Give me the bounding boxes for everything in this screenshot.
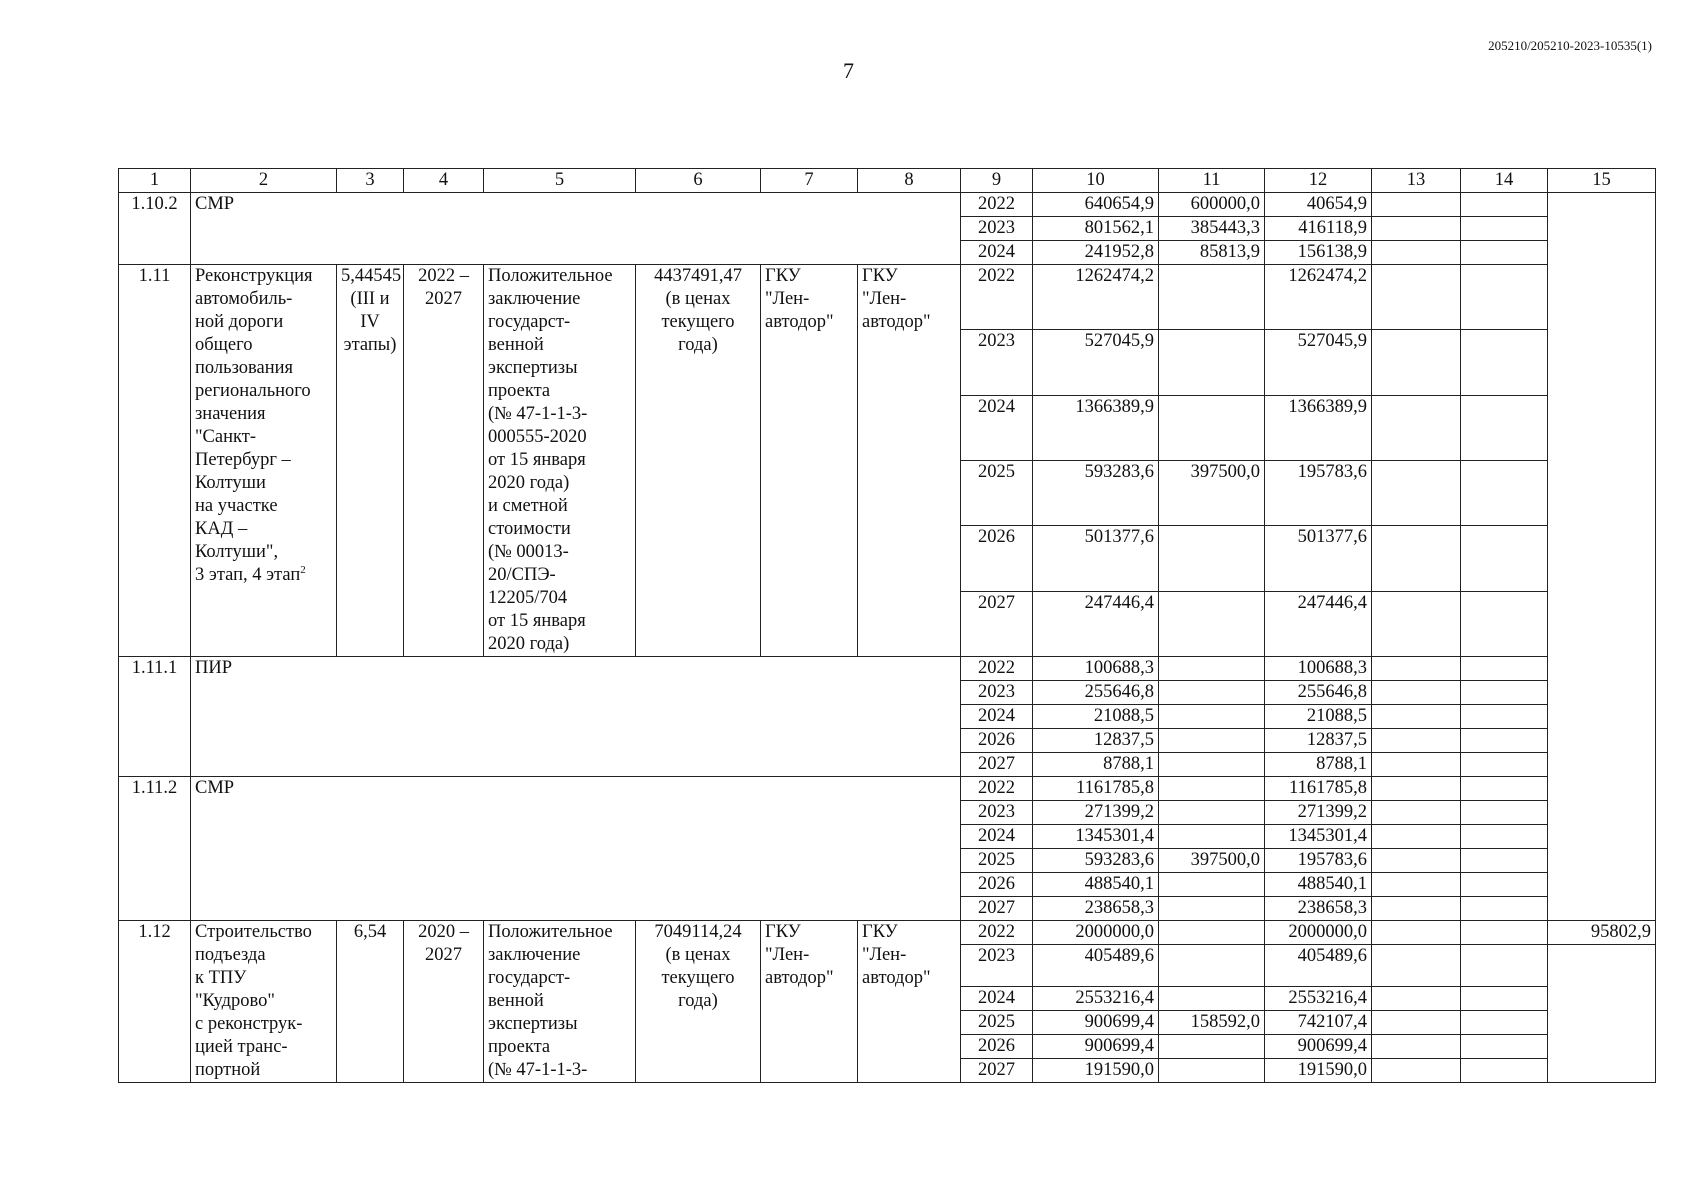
regional-cell: 2000000,0 <box>1265 921 1372 945</box>
total-cell: 900699,4 <box>1033 1035 1159 1059</box>
regional-cell: 271399,2 <box>1265 801 1372 825</box>
project-document: Положительное заключение государст- венной экспертизы проекта (№ 47-1-1-3- <box>484 921 636 1083</box>
col13-cell <box>1372 591 1461 656</box>
col14-cell <box>1461 330 1548 395</box>
total-cell: 488540,1 <box>1033 873 1159 897</box>
col14-cell <box>1461 849 1548 873</box>
col14-cell <box>1461 945 1548 987</box>
federal-cell <box>1159 1035 1265 1059</box>
column-header: 12 <box>1265 169 1372 193</box>
col13-cell <box>1372 945 1461 987</box>
year-cell: 2026 <box>961 729 1033 753</box>
table-row <box>119 193 1656 217</box>
year-cell: 2023 <box>961 330 1033 395</box>
col15-value: 95802,9 <box>1548 921 1656 945</box>
col13-cell <box>1372 330 1461 395</box>
col13-cell <box>1372 265 1461 330</box>
col13-cell <box>1372 1035 1461 1059</box>
col14-cell <box>1461 681 1548 705</box>
year-cell: 2027 <box>961 591 1033 656</box>
year-cell: 2023 <box>961 945 1033 987</box>
col14-cell <box>1461 241 1548 265</box>
total-cell: 2553216,4 <box>1033 987 1159 1011</box>
table-row <box>119 921 1656 945</box>
column-header: 15 <box>1548 169 1656 193</box>
total-cell: 900699,4 <box>1033 1011 1159 1035</box>
col14-cell <box>1461 265 1548 330</box>
federal-cell <box>1159 897 1265 921</box>
regional-cell: 191590,0 <box>1265 1059 1372 1083</box>
total-cell: 1161785,8 <box>1033 777 1159 801</box>
header-row <box>119 169 1656 193</box>
column-header: 11 <box>1159 169 1265 193</box>
column-header: 5 <box>484 169 636 193</box>
column-header: 8 <box>858 169 961 193</box>
col14-cell <box>1461 729 1548 753</box>
federal-cell <box>1159 729 1265 753</box>
column-header: 14 <box>1461 169 1548 193</box>
total-cell: 527045,9 <box>1033 330 1159 395</box>
project-length: 6,54 <box>337 921 404 1083</box>
federal-cell <box>1159 987 1265 1011</box>
regional-cell: 100688,3 <box>1265 657 1372 681</box>
year-cell: 2023 <box>961 801 1033 825</box>
project-cost: 7049114,24 (в ценах текущего года) <box>636 921 761 1083</box>
col13-cell <box>1372 729 1461 753</box>
row-id: 1.11 <box>119 265 191 657</box>
total-cell: 191590,0 <box>1033 1059 1159 1083</box>
year-cell: 2024 <box>961 395 1033 460</box>
year-cell: 2025 <box>961 849 1033 873</box>
federal-cell <box>1159 591 1265 656</box>
regional-cell: 1366389,9 <box>1265 395 1372 460</box>
federal-cell <box>1159 777 1265 801</box>
col14-cell <box>1461 460 1548 525</box>
federal-cell: 85813,9 <box>1159 241 1265 265</box>
project-length: 5,44545 (III и IV этапы) <box>337 265 404 657</box>
project-cost: 4437491,47 (в ценах текущего года) <box>636 265 761 657</box>
federal-cell <box>1159 526 1265 591</box>
total-cell: 247446,4 <box>1033 591 1159 656</box>
year-cell: 2026 <box>961 1035 1033 1059</box>
year-cell: 2027 <box>961 897 1033 921</box>
project-name: Строительство подъезда к ТПУ "Кудрово" с реконструк- цией транс- портной <box>191 921 337 1083</box>
col13-cell <box>1372 657 1461 681</box>
column-header: 6 <box>636 169 761 193</box>
total-cell: 640654,9 <box>1033 193 1159 217</box>
regional-cell: 900699,4 <box>1265 1035 1372 1059</box>
col13-cell <box>1372 825 1461 849</box>
federal-cell <box>1159 945 1265 987</box>
col13-cell <box>1372 987 1461 1011</box>
regional-cell: 255646,8 <box>1265 681 1372 705</box>
year-cell: 2022 <box>961 777 1033 801</box>
total-cell: 2000000,0 <box>1033 921 1159 945</box>
regional-cell: 21088,5 <box>1265 705 1372 729</box>
federal-cell <box>1159 825 1265 849</box>
project-name: Реконструкция автомобиль- ной дороги общего пользования регионального значения "Санкт- Петербург – Колтуши на участке КАД – Колтуши", 3 этап, 4 этап$^2$ <box>191 265 337 657</box>
col13-cell <box>1372 681 1461 705</box>
total-cell: 1345301,4 <box>1033 825 1159 849</box>
federal-cell: 158592,0 <box>1159 1011 1265 1035</box>
year-cell: 2022 <box>961 265 1033 330</box>
regional-cell: 488540,1 <box>1265 873 1372 897</box>
regional-cell: 238658,3 <box>1265 897 1372 921</box>
federal-cell: 600000,0 <box>1159 193 1265 217</box>
col13-cell <box>1372 801 1461 825</box>
total-cell: 12837,5 <box>1033 729 1159 753</box>
federal-cell <box>1159 330 1265 395</box>
year-cell: 2027 <box>961 753 1033 777</box>
year-cell: 2026 <box>961 526 1033 591</box>
regional-cell: 501377,6 <box>1265 526 1372 591</box>
federal-cell <box>1159 753 1265 777</box>
year-cell: 2022 <box>961 657 1033 681</box>
project-builder: ГКУ "Лен- автодор" <box>858 265 961 657</box>
total-cell: 21088,5 <box>1033 705 1159 729</box>
footnote-marker: 2 <box>300 563 306 576</box>
regional-cell: 195783,6 <box>1265 460 1372 525</box>
col13-cell <box>1372 705 1461 729</box>
regional-cell: 742107,4 <box>1265 1011 1372 1035</box>
federal-cell <box>1159 657 1265 681</box>
regional-cell: 1262474,2 <box>1265 265 1372 330</box>
col14-cell <box>1461 217 1548 241</box>
col14-cell <box>1461 1011 1548 1035</box>
row-label: СМР <box>191 777 961 921</box>
year-cell: 2024 <box>961 987 1033 1011</box>
year-cell: 2026 <box>961 873 1033 897</box>
total-cell: 255646,8 <box>1033 681 1159 705</box>
year-cell: 2024 <box>961 705 1033 729</box>
col14-cell <box>1461 801 1548 825</box>
total-cell: 100688,3 <box>1033 657 1159 681</box>
federal-cell <box>1159 1059 1265 1083</box>
col13-cell <box>1372 217 1461 241</box>
col13-cell <box>1372 753 1461 777</box>
col13-cell <box>1372 849 1461 873</box>
regional-cell: 8788,1 <box>1265 753 1372 777</box>
column-header: 2 <box>191 169 337 193</box>
col14-cell <box>1461 591 1548 656</box>
total-cell: 1262474,2 <box>1033 265 1159 330</box>
col14-cell <box>1461 777 1548 801</box>
regional-cell: 156138,9 <box>1265 241 1372 265</box>
year-cell: 2022 <box>961 921 1033 945</box>
year-cell: 2023 <box>961 217 1033 241</box>
col14-cell <box>1461 705 1548 729</box>
col13-cell <box>1372 873 1461 897</box>
regional-cell: 1345301,4 <box>1265 825 1372 849</box>
column-header: 3 <box>337 169 404 193</box>
col13-cell <box>1372 921 1461 945</box>
total-cell: 593283,6 <box>1033 460 1159 525</box>
col14-cell <box>1461 753 1548 777</box>
total-cell: 1366389,9 <box>1033 395 1159 460</box>
col14-cell <box>1461 987 1548 1011</box>
row-label: ПИР <box>191 657 961 777</box>
regional-cell: 405489,6 <box>1265 945 1372 987</box>
col13-cell <box>1372 395 1461 460</box>
project-customer: ГКУ "Лен- автодор" <box>761 921 858 1083</box>
col15-cell <box>1548 193 1656 265</box>
project-period: 2020 – 2027 <box>404 921 484 1083</box>
table-row <box>119 265 1656 330</box>
document-number: 205210/205210-2023-10535(1) <box>1488 38 1652 53</box>
column-header: 7 <box>761 169 858 193</box>
col14-cell <box>1461 873 1548 897</box>
project-period: 2022 – 2027 <box>404 265 484 657</box>
project-builder: ГКУ "Лен- автодор" <box>858 921 961 1083</box>
total-cell: 241952,8 <box>1033 241 1159 265</box>
col14-cell <box>1461 526 1548 591</box>
col15-cell <box>1548 265 1656 657</box>
federal-cell <box>1159 873 1265 897</box>
total-cell: 593283,6 <box>1033 849 1159 873</box>
col14-cell <box>1461 193 1548 217</box>
year-cell: 2024 <box>961 825 1033 849</box>
year-cell: 2025 <box>961 460 1033 525</box>
year-cell: 2025 <box>961 1011 1033 1035</box>
column-header: 13 <box>1372 169 1461 193</box>
column-header: 1 <box>119 169 191 193</box>
table-row <box>119 657 1656 681</box>
table-row <box>119 777 1656 801</box>
row-id: 1.10.2 <box>119 193 191 265</box>
col15-cell <box>1548 777 1656 921</box>
column-header: 10 <box>1033 169 1159 193</box>
col13-cell <box>1372 526 1461 591</box>
col14-cell <box>1461 657 1548 681</box>
federal-cell: 385443,3 <box>1159 217 1265 241</box>
regional-cell: 247446,4 <box>1265 591 1372 656</box>
regional-cell: 12837,5 <box>1265 729 1372 753</box>
col13-cell <box>1372 1011 1461 1035</box>
year-cell: 2027 <box>961 1059 1033 1083</box>
col15-cell <box>1548 657 1656 777</box>
total-cell: 238658,3 <box>1033 897 1159 921</box>
project-customer: ГКУ "Лен- автодор" <box>761 265 858 657</box>
regional-cell: 527045,9 <box>1265 330 1372 395</box>
year-cell: 2023 <box>961 681 1033 705</box>
federal-cell <box>1159 801 1265 825</box>
federal-cell: 397500,0 <box>1159 849 1265 873</box>
col14-cell <box>1461 395 1548 460</box>
col14-cell <box>1461 897 1548 921</box>
col13-cell <box>1372 897 1461 921</box>
row-id: 1.12 <box>119 921 191 1083</box>
col13-cell <box>1372 1059 1461 1083</box>
col13-cell <box>1372 460 1461 525</box>
regional-cell: 40654,9 <box>1265 193 1372 217</box>
federal-cell: 397500,0 <box>1159 460 1265 525</box>
row-id: 1.11.2 <box>119 777 191 921</box>
total-cell: 405489,6 <box>1033 945 1159 987</box>
regional-cell: 416118,9 <box>1265 217 1372 241</box>
row-id: 1.11.1 <box>119 657 191 777</box>
federal-cell <box>1159 265 1265 330</box>
col14-cell <box>1461 921 1548 945</box>
total-cell: 801562,1 <box>1033 217 1159 241</box>
col13-cell <box>1372 777 1461 801</box>
col14-cell <box>1461 1035 1548 1059</box>
regional-cell: 1161785,8 <box>1265 777 1372 801</box>
regional-cell: 195783,6 <box>1265 849 1372 873</box>
federal-cell <box>1159 395 1265 460</box>
year-cell: 2022 <box>961 193 1033 217</box>
total-cell: 501377,6 <box>1033 526 1159 591</box>
col14-cell <box>1461 825 1548 849</box>
column-header: 4 <box>404 169 484 193</box>
row-label: СМР <box>191 193 961 265</box>
federal-cell <box>1159 921 1265 945</box>
col14-cell <box>1461 1059 1548 1083</box>
year-cell: 2024 <box>961 241 1033 265</box>
federal-cell <box>1159 681 1265 705</box>
column-header: 9 <box>961 169 1033 193</box>
col13-cell <box>1372 241 1461 265</box>
total-cell: 8788,1 <box>1033 753 1159 777</box>
col13-cell <box>1372 193 1461 217</box>
budget-table <box>118 168 1656 1083</box>
page-number: 7 <box>843 58 854 83</box>
federal-cell <box>1159 705 1265 729</box>
col15-cell <box>1548 945 1656 1083</box>
regional-cell: 2553216,4 <box>1265 987 1372 1011</box>
total-cell: 271399,2 <box>1033 801 1159 825</box>
project-document: Положительное заключение государст- венной экспертизы проекта (№ 47-1-1-3- 000555-2020 от 15 января 2020 года) и сметной стоимости (№ 00013- 20/СПЭ- 12205/704 от 15 января 2020 года) <box>484 265 636 657</box>
